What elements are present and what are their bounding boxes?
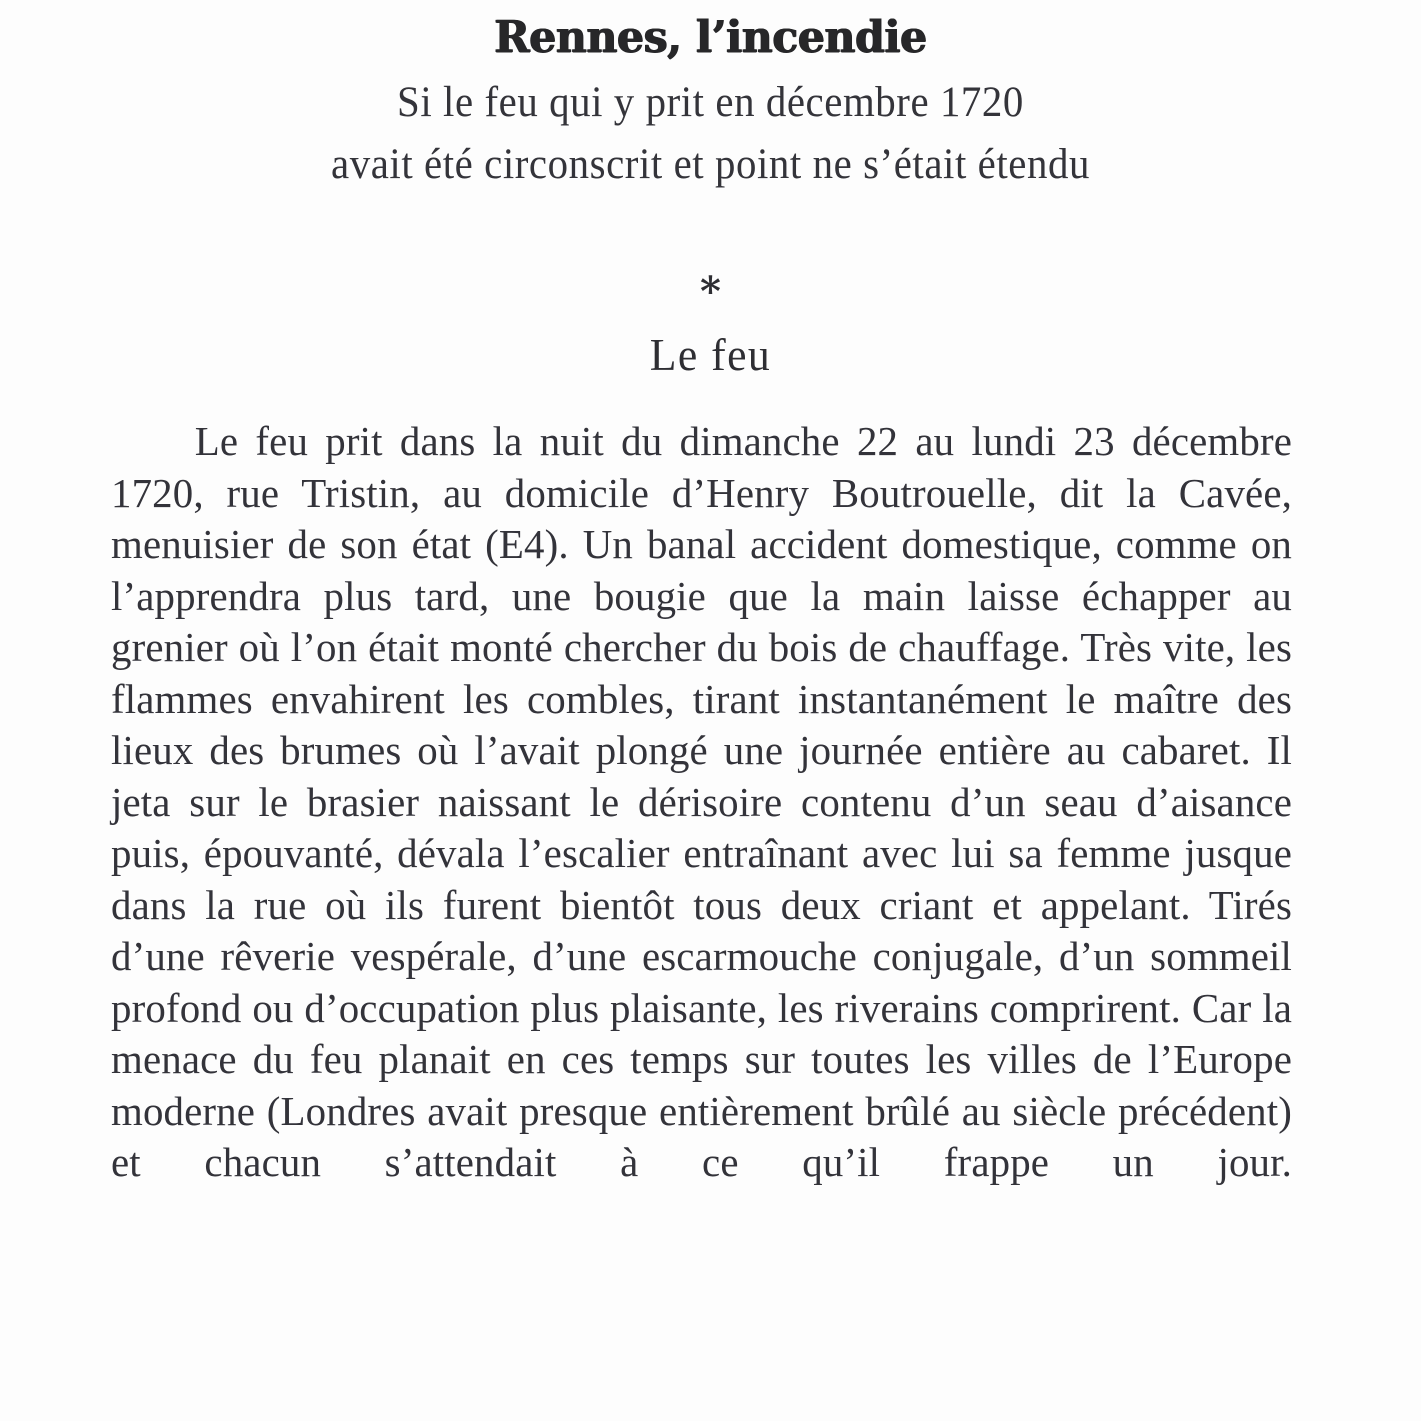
body-paragraph: Le feu prit dans la nuit du dimanche 22 au lundi 23 décembre 1720, rue Tristin, au domicile d’Henry Boutrouelle, dit la Cavée, menuisier de son état (E4). Un banal accident domestique, comme on l’apprendra plus tard, une bougie que la main laisse échapper au grenier où l’on était monté chercher du bois de chauffage. Très vite, les flammes envahirent les combles, tirant instantanément le maître des lieux des brumes où l’avait plongé une journée entière au cabaret. Il jeta sur le brasier naissant le dérisoire contenu d’un seau d’aisance puis, épouvanté, dévala l’escalier entraînant avec lui sa femme jusque dans la rue où ils furent bientôt tous deux criant et appelant. Tirés d’une rêverie vespérale, d’une escarmouche conjugale, d’un sommeil profond ou d’occupation plus plaisante, les riverains comprirent. Car la menace du feu planait en ces temps sur toutes les villes de l’Europe moderne (Londres avait presque entièrement brûlé au siècle précédent) et chacun s’attendait à ce qu’il frappe un jour. [111,418,1293,1186]
document-subtitle [36,72,1386,196]
body-text-area [0,416,1421,1240]
section-heading: Le feu [649,328,772,380]
title-block [0,0,1421,196]
asterisk-icon: * [700,267,721,315]
page-title: Rennes, l’incendie [494,12,927,63]
subtitle-line-1: Si le feu qui y prit en décembre 1720 [397,78,1024,126]
subtitle-line-2: avait été circonscrit et point ne s’était étendu [331,140,1090,188]
section-separator [0,267,1421,315]
